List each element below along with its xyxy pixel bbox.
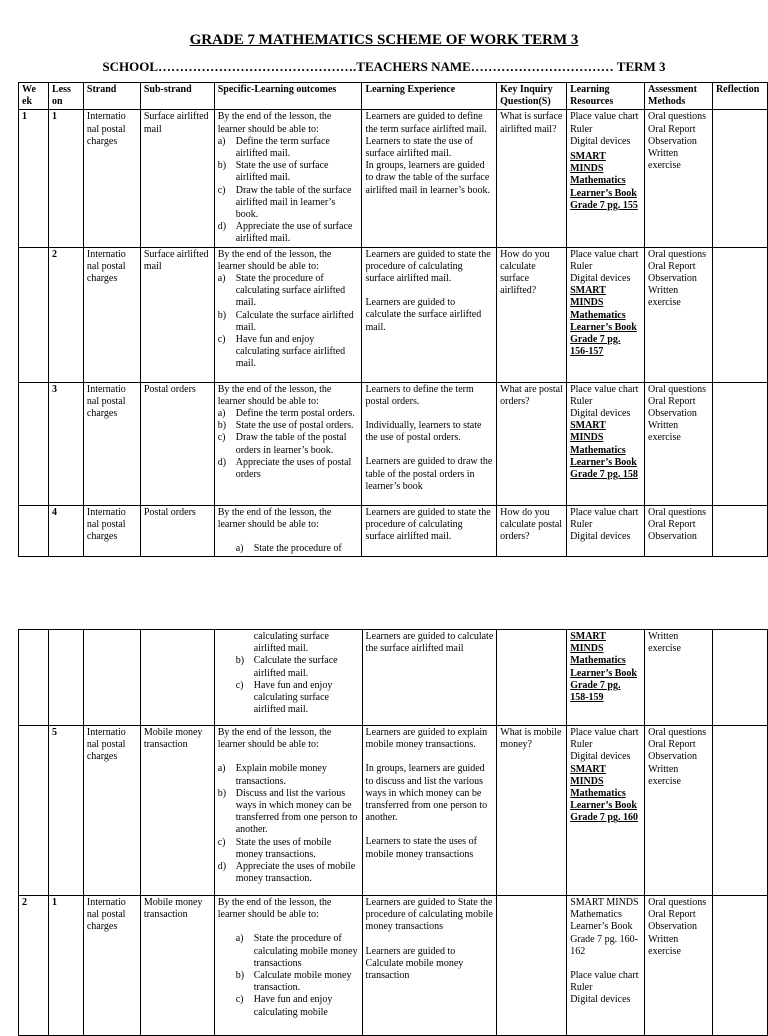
table-row	[19, 630, 768, 726]
question-cell: How do you calculate postal orders?	[497, 505, 567, 557]
reflection-cell	[713, 630, 768, 726]
strand-cell	[83, 630, 140, 726]
table-row	[19, 726, 768, 896]
outcome-item: d) Appreciate the uses of postal orders	[218, 457, 359, 481]
outcome-item: b) Calculate the surface airlifted mail.	[218, 655, 359, 679]
strand-cell: Internatio nal postal charges	[83, 110, 140, 247]
resources-cell: Place value chart Ruler Digital devices SMART MINDS Mathematics Learner’s Book Grade 7 pg. 155	[567, 110, 645, 247]
header-experience: Learning Experience	[362, 83, 497, 110]
outcome-item: a) State the procedure of calculating mobile money transactions	[218, 933, 359, 970]
outcomes-cell: By the end of the lesson, the learner should be able to: a) State the procedure of calculating mobile money transactions b) Calculate mobile money transaction. c) Have fun and enjoy calculating mobile	[214, 896, 362, 1036]
outcomes-cell: By the end of the lesson, the learner should be able to: a) Define the term postal orders. b) State the use of postal orders. c) Draw the table of the postal orders in learner’s book. d) Appreciate the uses of postal orders	[214, 382, 362, 505]
outcome-item: d) Appreciate the use of surface airlifted mail.	[218, 221, 359, 245]
scheme-table-page-1	[18, 82, 768, 557]
strand-cell: Internatio nal postal charges	[83, 247, 140, 382]
experience-cell: Learners are guided to define the term surface airlifted mail. Learners to state the use of surface airlifted mail. In groups, learners are guided to draw the table of the surface airlifted mail in learner’s book.	[362, 110, 497, 247]
outcome-intro: By the end of the lesson, the learner should be able to:	[217, 111, 332, 135]
outcomes-cell	[214, 630, 362, 726]
outcomes-cell: By the end of the lesson, the learner should be able to: a) Explain mobile money transactions. b) Discuss and list the various ways in which money can be transferred from one person to another. c) State the uses of mobile money transactions. d) Appreciate the uses of mobile money transaction.	[214, 726, 362, 896]
book-reference: SMART MINDS Mathematics Learner’s Book Grade 7 pg. 158-159	[570, 631, 637, 704]
table-row	[19, 505, 768, 557]
header-reflection: Reflection	[712, 83, 767, 110]
outcome-item: a) Define the term postal orders.	[218, 408, 359, 420]
question-cell: How do you calculate surface airlifted?	[497, 247, 567, 382]
strand-cell: Internatio nal postal charges	[83, 505, 140, 557]
header-week: We ek	[19, 83, 49, 110]
outcome-item: c) Draw the table of the surface airlifted mail in learner’s book.	[218, 185, 359, 222]
page-title: GRADE 7 MATHEMATICS SCHEME OF WORK TERM 3	[189, 32, 579, 48]
table-row	[19, 247, 768, 382]
assessment-cell: Oral questions Oral Report Observation	[645, 505, 713, 557]
strand-cell: Internatio nal postal charges	[83, 896, 140, 1036]
resources-cell: Place value chart Ruler Digital devices SMART MINDS Mathematics Learner’s Book Grade 7 pg. 158	[567, 382, 645, 505]
header-assessment: Assessment Methods	[645, 83, 713, 110]
experience-cell: Learners are guided to state the procedure of calculating surface airlifted mail.	[362, 505, 497, 557]
experience-cell: Learners are guided to explain mobile money transactions. In groups, learners are guided to discuss and list the various ways in which money can be transferred from one person to another. Learners to state the uses of mobile money transactions	[362, 726, 497, 896]
header-lesson: Less on	[48, 83, 83, 110]
resources-cell	[567, 630, 645, 726]
reflection-cell	[712, 247, 767, 382]
reflection-cell	[712, 505, 767, 557]
book-reference: SMART MINDS Mathematics Learner’s Book Grade 7 pg. 156-157	[570, 285, 637, 358]
outcome-item: d) Appreciate the uses of mobile money transaction.	[218, 861, 359, 885]
outcome-item: a) Define the term surface airlifted mail.	[218, 136, 359, 160]
outcomes-cell: By the end of the lesson, the learner should be able to: a) State the procedure of	[214, 505, 362, 557]
assessment-cell: Oral questions Oral Report Observation Written exercise	[645, 382, 713, 505]
week-cell	[19, 247, 49, 382]
week-cell	[19, 726, 49, 896]
assessment-cell: Oral questions Oral Report Observation Written exercise	[645, 110, 713, 247]
question-cell: What are postal orders?	[497, 382, 567, 505]
reflection-cell	[713, 726, 768, 896]
outcome-item: calculating surface airlifted mail.	[253, 631, 329, 655]
header-outcomes: Specific-Learning outcomes	[214, 83, 362, 110]
lesson-cell	[48, 630, 83, 726]
outcome-item: b) Discuss and list the various ways in which money can be transferred from one person to another.	[218, 788, 359, 837]
question-cell: What is mobile money?	[497, 726, 567, 896]
strand-cell: Internatio nal postal charges	[83, 726, 140, 896]
outcome-item: c) Draw the table of the postal orders in learner’s book.	[218, 432, 359, 456]
substrand-cell: Postal orders	[140, 382, 214, 505]
header-row	[19, 83, 768, 110]
substrand-cell: Postal orders	[140, 505, 214, 557]
resources-cell: Place value chart Ruler Digital devices SMART MINDS Mathematics Learner’s Book Grade 7 pg. 156-157	[567, 247, 645, 382]
lesson-cell: 4	[48, 505, 83, 557]
reflection-cell	[713, 896, 768, 1036]
week-cell: 1	[19, 110, 49, 247]
book-reference: SMART MINDS Mathematics Learner’s Book Grade 7 pg. 155	[570, 151, 638, 211]
table-row	[19, 382, 768, 505]
outcome-item: b) Calculate the surface airlifted mail.	[218, 310, 359, 334]
outcome-item: c) State the uses of mobile money transactions.	[218, 837, 359, 861]
outcome-item: b) Calculate mobile money transaction.	[218, 970, 359, 994]
lesson-cell: 1	[48, 896, 83, 1036]
substrand-cell	[140, 630, 214, 726]
week-cell	[19, 382, 49, 505]
header-resources: Learning Resources	[567, 83, 645, 110]
strand-cell: Internatio nal postal charges	[83, 382, 140, 505]
question-cell	[497, 896, 567, 1036]
reflection-cell	[712, 382, 767, 505]
outcome-item: b) State the use of postal orders.	[218, 420, 359, 432]
assessment-cell: Oral questions Oral Report Observation Written exercise	[645, 247, 713, 382]
week-cell	[19, 630, 49, 726]
outcome-item: a) State the procedure of	[218, 543, 359, 555]
assessment-cell: Written exercise	[645, 630, 713, 726]
outcomes-cell	[214, 110, 362, 247]
experience-cell: Learners to define the term postal orders. Individually, learners to state the use of postal orders. Learners are guided to draw the table of the postal orders in learner’s book	[362, 382, 497, 505]
outcome-item: a) State the procedure of calculating surface airlifted mail.	[218, 273, 359, 310]
table-row	[19, 110, 768, 247]
experience-cell: Learners are guided to State the procedure of calculating mobile money transactions Learners are guided to Calculate mobile money transaction	[362, 896, 497, 1036]
assessment-cell: Oral questions Oral Report Observation Written exercise	[645, 896, 713, 1036]
question-cell	[497, 630, 567, 726]
outcome-item: c) Have fun and enjoy calculating surface airlifted mail.	[218, 334, 359, 371]
resources-cell: SMART MINDS Mathematics Learner’s Book Grade 7 pg. 160-162 Place value chart Ruler Digital devices	[567, 896, 645, 1036]
week-cell: 2	[19, 896, 49, 1036]
substrand-cell: Surface airlifted mail	[140, 110, 214, 247]
question-cell: What is surface airlifted mail?	[497, 110, 567, 247]
header-strand: Strand	[83, 83, 140, 110]
experience-cell: Learners are guided to calculate the surface airlifted mail	[362, 630, 497, 726]
header-question: Key Inquiry Question(S)	[497, 83, 567, 110]
book-reference: SMART MINDS Mathematics Learner’s Book Grade 7 pg. 160	[570, 763, 638, 824]
scheme-table-page-2	[18, 629, 768, 1036]
outcome-item: c) Have fun and enjoy calculating surface airlifted mail.	[218, 680, 359, 717]
header-substrand: Sub-strand	[140, 83, 214, 110]
page-subtitle: SCHOOL……………………………………….TEACHERS NAME…………………………… TERM 3	[102, 59, 666, 74]
lesson-cell: 1	[48, 110, 83, 247]
book-reference: SMART MINDS Mathematics Learner’s Book Grade 7 pg. 160-162	[570, 897, 639, 957]
resources-cell: Place value chart Ruler Digital devices	[567, 505, 645, 557]
resources-cell: Place value chart Ruler Digital devices SMART MINDS Mathematics Learner’s Book Grade 7 pg. 160	[567, 726, 645, 896]
assessment-cell: Oral questions Oral Report Observation Written exercise	[645, 726, 713, 896]
substrand-cell: Surface airlifted mail	[140, 247, 214, 382]
lesson-cell: 5	[48, 726, 83, 896]
outcome-item: b) State the use of surface airlifted mail.	[218, 160, 359, 184]
outcomes-cell: By the end of the lesson, the learner should be able to: a) State the procedure of calculating surface airlifted mail. b) Calculate the surface airlifted mail. c) Have fun and enjoy calculating surface airlifted mail.	[214, 247, 362, 382]
table-row	[19, 896, 768, 1036]
substrand-cell: Mobile money transaction	[140, 896, 214, 1036]
book-reference: SMART MINDS Mathematics Learner’s Book Grade 7 pg. 158	[570, 420, 638, 481]
week-cell	[19, 505, 49, 557]
reflection-cell	[712, 110, 767, 247]
lesson-cell: 2	[48, 247, 83, 382]
outcome-item: c) Have fun and enjoy calculating mobile	[218, 994, 359, 1018]
lesson-cell: 3	[48, 382, 83, 505]
substrand-cell: Mobile money transaction	[140, 726, 214, 896]
outcome-item: a) Explain mobile money transactions.	[218, 763, 359, 787]
experience-cell: Learners are guided to state the procedure of calculating surface airlifted mail. Learners are guided to calculate the surface airlifted mail.	[362, 247, 497, 382]
